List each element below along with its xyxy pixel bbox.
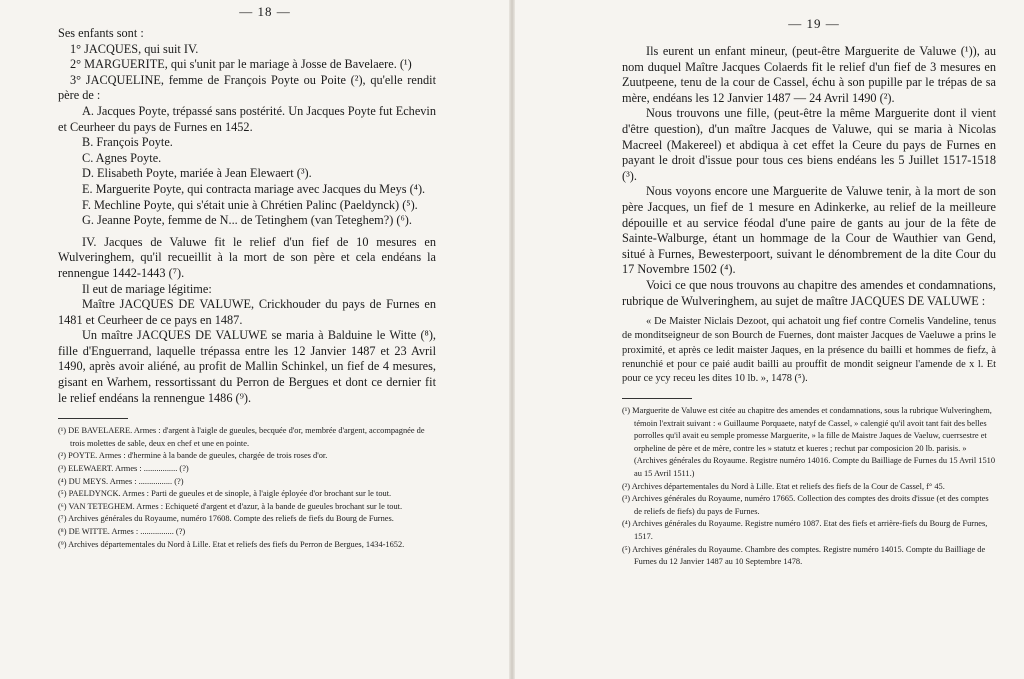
footnote-rule <box>622 398 692 399</box>
page-number-right: — 19 — <box>788 16 840 31</box>
footnote: (⁵) PAELDYNCK. Armes : Parti de gueules et de sinople, à l'aigle éployée d'or brochant sur le tout. <box>58 489 392 499</box>
list-item: 1° JACQUES, qui suit IV. <box>70 41 199 56</box>
list-item: E. Marguerite Poyte, qui contracta mariage avec Jacques du Meys (⁴). <box>82 181 426 196</box>
paragraph: Voici ce que nous trouvons au chapitre des amendes et condamnations, rubrique de Wulveringhem, au sujet de maître JACQUES DE VALUWE : <box>622 277 996 308</box>
paragraph: Nous voyons encore une Marguerite de Valuwe tenir, à la mort de son père Jacques, un fief de 1 mesure en Adinkerke, au relief de la meilleure dépouille et au service féodal d'une paire de gants au jour de la fête de Sainte-Walburge, étant un hommage de la Cour de Wauthier van Gend, situé à Furnes, Bewesterpoort, suivant le dénombrement de la dite Cour du 17 Novembre 1502 (⁴). <box>622 184 996 277</box>
footnote: (⁵) Archives générales du Royaume. Chambre des comptes. Registre numéro 14015. Compte du Bailliage de Furnes du 12 Janvier 1487 au 10 Septembre 1478. <box>622 544 986 567</box>
left-footnotes <box>58 425 436 551</box>
paragraph: Maître JACQUES DE VALUWE, Crickhouder du pays de Furnes en 1481 et Ceurheer de ce pays en 1487. <box>58 297 436 327</box>
list-item: B. François Poyte. <box>82 135 173 150</box>
list-item: 2° MARGUERITE, qui s'unit par le mariage à Josse de Bavelaere. (¹) <box>70 57 412 72</box>
footnote: (⁷) Archives générales du Royaume, numéro 17608. Compte des reliefs de fiefs du Bourg de Furnes. <box>58 514 394 524</box>
footnote: (⁴) Archives générales du Royaume. Registre numéro 1087. Etat des fiefs et arrière-fiefs du Bourg de Furnes, 1517. <box>622 519 988 542</box>
list-item: F. Mechline Poyte, qui s'était unie à Chrétien Palinc (Paeldynck) (⁵). <box>82 197 418 212</box>
list-item: D. Elisabeth Poyte, mariée à Jean Elewaert (³). <box>82 166 312 181</box>
footnote: (¹) DE BAVELAERE. Armes : d'argent à l'aigle de gueules, becquée d'or, membrée d'argent, accompagnée de trois molettes de sable, deux en chef et une en pointe. <box>58 426 425 448</box>
footnote: (⁴) DU MEYS. Armes : ................ (?) <box>58 476 184 486</box>
footnote-rule <box>58 418 128 419</box>
right-page <box>514 0 1024 679</box>
footnote: (⁸) DE WITTE. Armes : ................ (?) <box>58 527 186 536</box>
paragraph: Un maître JACQUES DE VALUWE se maria à Balduine le Witte (⁸), fille d'Enguerrand, laquelle trépassa entre les 12 Janvier 1487 et 23 Avril 1490, après avoir aliéné, au profit de Mallin Schinkel, un fief de 4 mesures, gisant en Warhem, ressortissant du Perron de Bergues et dont ce dernier fit le relief endéans la rennengue 1486 (⁹). <box>58 328 436 405</box>
footnote: (³) Archives générales du Royaume, numéro 17665. Collection des comptes des droits d'issue (et des comptes de reliefs de fiefs) du pays de Furnes. <box>622 494 989 516</box>
archival-quote: « De Maister Niclais Dezoot, qui achatoit ung fief contre Cornelis Vandeline, tenus de monditseigneur de son Bourch de Fuernes, dont maister Jacques de Vaeluwe a prins le proximité, et après ce ledit maister Jaques, en la présence du bailli et hommes de fiefz, à renunchié et pour ce paié audit bailli au prouffit de mondit seigneur l'amende de x l. Et pour ce ycy receu les dites 10 lb. », 1478 (⁵). <box>622 316 996 384</box>
paragraph: Il eut de mariage légitime: <box>82 281 212 296</box>
footnote: (¹) Marguerite de Valuwe est citée au chapitre des amendes et condamnations, sous la rubrique Wulveringhem, témoin l'extrait suivant : « Guillaume Porquaete, natyf de Cassel, » calengié qu'il avoit tant fait des belles porrolles qu'il avait eu semple promesse Marguerite, » la fille de Maistre Jaques de Vaeluw, cuerrsestre et orpheline de père et de mère, contre les » statutz et kueres ; rechut par composicion 20 lb. parisis. » (Archives générales du Royaume. Registre numéro 14016. Compte du Bailliage de Furnes du 15 Avril 1510 au 15 Avril 1511.) <box>622 406 996 479</box>
footnote: (³) ELEWAERT. Armes : ................ (?) <box>58 464 189 474</box>
footnote: (²) Archives départementales du Nord à Lille. Etat et reliefs des fiefs de la Cour de Cassel, f° 45. <box>622 481 945 491</box>
page-number-left: — 18 — <box>239 4 291 19</box>
list-item: A. Jacques Poyte, trépassé sans postérité. Un Jacques Poyte fut Echevin et Ceurheer du pays de Furnes en 1452. <box>58 103 436 134</box>
left-page-body <box>58 26 436 551</box>
footnote: (⁹) Archives départementales du Nord à Lille. Etat et reliefs des fiefs du Perron de Bergues, 1434-1652. <box>58 539 405 549</box>
section-heading-paragraph: IV. Jacques de Valuwe fit le relief d'un fief de 10 mesures en Wulveringhem, qu'il recueillit à la mort de son père et cela endéans la rennengue 1442-1443 (⁷). <box>58 234 436 280</box>
left-page <box>0 0 510 679</box>
paragraph: Ses enfants sont : <box>58 26 144 40</box>
footnote: (⁶) VAN TETEGHEM. Armes : Echiqueté d'argent et d'azur, à la bande de gueules brochant sur le tout. <box>58 501 403 511</box>
paragraph: Nous trouvons une fille, (peut-être la même Marguerite dont il vient d'être question), d'un maître Jacques de Valuwe, qui se maria à Nicolas Macreel (Makereel) et abdiqua à cet effet la Ceure du pays de Furnes en payant le droit d'issue pour tous ces biens endéans les 5 Juillet 1517-1518 (³). <box>622 106 996 183</box>
right-page-body <box>622 44 996 569</box>
right-footnotes <box>622 405 996 569</box>
footnote: (²) POYTE. Armes : d'hermine à la bande de gueules, chargée de trois roses d'or. <box>58 451 328 461</box>
paragraph: Ils eurent un enfant mineur, (peut-être Marguerite de Valuwe (¹)), au nom duquel Maître Jacques Colaerds fit le relief d'un fief de 3 mesures en Zuutpeene, tenu de la cour de Cassel, échu à son pupille par le trépas de sa mère, endéans les 12 Janvier 1487 — 24 Avril 1490 (²). <box>622 44 996 105</box>
list-item: 3° JACQUELINE, femme de François Poyte ou Poite (²), qu'elle rendit père de : <box>58 72 436 103</box>
list-item: G. Jeanne Poyte, femme de N... de Tetinghem (van Teteghem?) (⁶). <box>82 213 412 228</box>
list-item: C. Agnes Poyte. <box>82 150 162 165</box>
